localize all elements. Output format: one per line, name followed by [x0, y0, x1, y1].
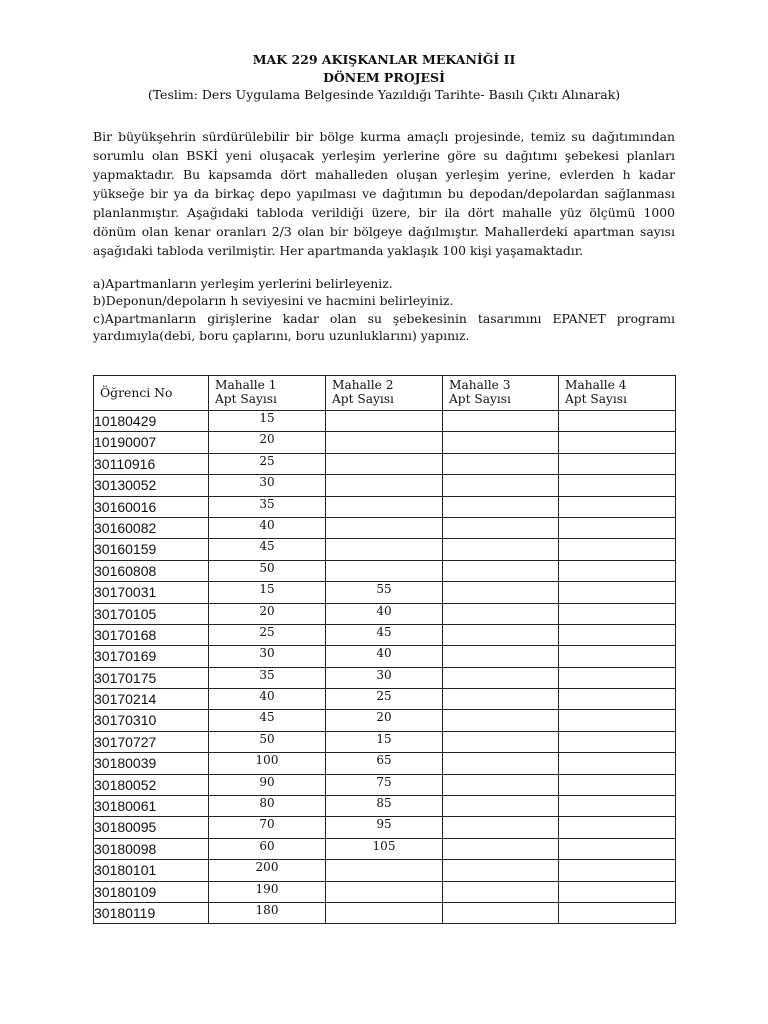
student-number-cell: 30160159: [94, 539, 209, 560]
mahalle-3-cell: [443, 838, 559, 859]
table-row: [94, 603, 676, 624]
table-row: [94, 731, 676, 752]
table-row: [94, 667, 676, 688]
mahalle-1-cell: 90: [209, 774, 326, 795]
mahalle-2-cell: 105: [326, 838, 443, 859]
mahalle-3-cell: [443, 517, 559, 538]
task-list: [93, 275, 675, 344]
mahalle-4-cell: [559, 710, 676, 731]
table-row: [94, 624, 676, 645]
mahalle-4-cell: [559, 603, 676, 624]
table-row: [94, 689, 676, 710]
student-number-cell: 30180039: [94, 753, 209, 774]
mahalle-2-cell: [326, 860, 443, 881]
mahalle-2-cell: 20: [326, 710, 443, 731]
table-row: [94, 860, 676, 881]
mahalle-3-cell: [443, 796, 559, 817]
mahalle-1-cell: 80: [209, 796, 326, 817]
mahalle-4-cell: [559, 475, 676, 496]
mahalle-4-cell: [559, 582, 676, 603]
mahalle-4-cell: [559, 667, 676, 688]
mahalle-4-cell: [559, 539, 676, 560]
student-number-cell: 30170175: [94, 667, 209, 688]
mahalle-1-cell: 30: [209, 475, 326, 496]
header-mahalle-1: Mahalle 1 Apt Sayısı: [209, 376, 326, 411]
student-number-cell: 30180095: [94, 817, 209, 838]
table-row: [94, 453, 676, 474]
mahalle-4-cell: [559, 646, 676, 667]
mahalle-2-cell: 85: [326, 796, 443, 817]
mahalle-1-cell: 190: [209, 881, 326, 902]
mahalle-4-cell: [559, 796, 676, 817]
student-number-cell: 30110916: [94, 453, 209, 474]
student-number-cell: 30130052: [94, 475, 209, 496]
mahalle-3-cell: [443, 902, 559, 923]
mahalle-3-cell: [443, 603, 559, 624]
mahalle-4-cell: [559, 624, 676, 645]
mahalle-1-cell: 70: [209, 817, 326, 838]
student-number-cell: 30170105: [94, 603, 209, 624]
mahalle-2-cell: 40: [326, 646, 443, 667]
mahalle-1-cell: 40: [209, 517, 326, 538]
mahalle-3-cell: [443, 453, 559, 474]
mahalle-2-cell: [326, 517, 443, 538]
mahalle-4-cell: [559, 560, 676, 581]
student-number-cell: 30160016: [94, 496, 209, 517]
mahalle-1-cell: 20: [209, 603, 326, 624]
student-number-cell: 30170031: [94, 582, 209, 603]
table-body: [94, 411, 676, 924]
mahalle-1-cell: 35: [209, 667, 326, 688]
table-row: [94, 881, 676, 902]
mahalle-2-cell: 45: [326, 624, 443, 645]
mahalle-3-cell: [443, 860, 559, 881]
mahalle-3-cell: [443, 774, 559, 795]
mahalle-4-cell: [559, 517, 676, 538]
mahalle-4-cell: [559, 432, 676, 453]
mahalle-4-cell: [559, 774, 676, 795]
mahalle-4-cell: [559, 689, 676, 710]
student-number-cell: 30180052: [94, 774, 209, 795]
mahalle-3-cell: [443, 411, 559, 432]
mahalle-1-cell: 15: [209, 411, 326, 432]
mahalle-1-cell: 45: [209, 710, 326, 731]
mahalle-2-cell: 25: [326, 689, 443, 710]
mahalle-2-cell: [326, 902, 443, 923]
mahalle-1-cell: 35: [209, 496, 326, 517]
mahalle-4-cell: [559, 496, 676, 517]
mahalle-2-cell: 15: [326, 731, 443, 752]
mahalle-1-cell: 50: [209, 731, 326, 752]
mahalle-2-cell: 40: [326, 603, 443, 624]
mahalle-2-cell: [326, 475, 443, 496]
table-row: [94, 753, 676, 774]
task-item: b)Deponun/depoların h seviyesini ve hacmini belirleyiniz.: [93, 293, 454, 309]
mahalle-2-cell: 30: [326, 667, 443, 688]
student-number-cell: 10190007: [94, 432, 209, 453]
submission-note: (Teslim: Ders Uygulama Belgesinde Yazıldığı Tarihte- Basılı Çıktı Alınarak): [147, 87, 621, 102]
mahalle-2-cell: 75: [326, 774, 443, 795]
mahalle-3-cell: [443, 560, 559, 581]
mahalle-1-cell: 50: [209, 560, 326, 581]
mahalle-4-cell: [559, 902, 676, 923]
mahalle-3-cell: [443, 582, 559, 603]
mahalle-1-cell: 25: [209, 453, 326, 474]
table-header-row: [94, 376, 676, 411]
project-description: Bir büyükşehrin sürdürülebilir bir bölge kurma amaçlı projesinde, temiz su dağıtımından sorumlu olan BSKİ yeni oluşacak yerleşim yerlerine göre su dağıtımı şebekesi planları yapmaktadır. Bu kapsamda dört mahalleden oluşan yerleşim yerine, evlerden h kadar yükseğe bir ya da birkaç depo yapılması ve dağıtımın bu depodan/depolardan sağlanması planlanmıştır. Aşağıdaki tabloda verildiği üzere, bir ila dört mahalle yüz ölçümü 1000 dönüm olan kenar oranları 2/3 olan bir bölgeye dağılmıştır. Mahallerdeki apartman sayısı aşağıdaki tabloda verilmiştir. Her apartmanda yaklaşık 100 kişi yaşamaktadır.: [93, 129, 675, 258]
table-row: [94, 838, 676, 859]
student-number-cell: 30170727: [94, 731, 209, 752]
mahalle-1-cell: 15: [209, 582, 326, 603]
mahalle-3-cell: [443, 624, 559, 645]
mahalle-1-cell: 25: [209, 624, 326, 645]
task-item: c)Apartmanların girişlerine kadar olan su şebekesinin tasarımını EPANET programı yardımıyla(debi, boru çaplarını, boru uzunluklarını) yapınız.: [93, 310, 675, 343]
table-row: [94, 817, 676, 838]
header-mahalle-3: Mahalle 3 Apt Sayısı: [443, 376, 559, 411]
mahalle-1-cell: 200: [209, 860, 326, 881]
document-subtitle-heading: DÖNEM PROJESİ: [323, 70, 445, 85]
table-row: [94, 646, 676, 667]
table-row: [94, 411, 676, 432]
mahalle-2-cell: 55: [326, 582, 443, 603]
mahalle-2-cell: [326, 432, 443, 453]
table-row: [94, 902, 676, 923]
student-number-cell: 30180101: [94, 860, 209, 881]
mahalle-3-cell: [443, 496, 559, 517]
mahalle-3-cell: [443, 475, 559, 496]
mahalle-3-cell: [443, 432, 559, 453]
mahalle-2-cell: 95: [326, 817, 443, 838]
task-item: a)Apartmanların yerleşim yerlerini belirleyeniz.: [93, 276, 393, 291]
table-row: [94, 432, 676, 453]
student-number-cell: 30180061: [94, 796, 209, 817]
mahalle-2-cell: [326, 411, 443, 432]
mahalle-3-cell: [443, 539, 559, 560]
mahalle-1-cell: 30: [209, 646, 326, 667]
mahalle-4-cell: [559, 731, 676, 752]
mahalle-3-cell: [443, 646, 559, 667]
mahalle-3-cell: [443, 753, 559, 774]
mahalle-3-cell: [443, 881, 559, 902]
table-row: [94, 774, 676, 795]
mahalle-3-cell: [443, 817, 559, 838]
mahalle-3-cell: [443, 710, 559, 731]
mahalle-1-cell: 100: [209, 753, 326, 774]
student-number-cell: 30170310: [94, 710, 209, 731]
student-number-cell: 30180098: [94, 838, 209, 859]
table-row: [94, 710, 676, 731]
table-row: [94, 539, 676, 560]
student-number-cell: 30170168: [94, 624, 209, 645]
mahalle-2-cell: [326, 560, 443, 581]
header-mahalle-4: Mahalle 4 Apt Sayısı: [559, 376, 676, 411]
mahalle-4-cell: [559, 411, 676, 432]
header-student-no: Öğrenci No: [94, 376, 209, 411]
mahalle-1-cell: 180: [209, 902, 326, 923]
mahalle-2-cell: [326, 539, 443, 560]
mahalle-2-cell: [326, 453, 443, 474]
mahalle-3-cell: [443, 731, 559, 752]
table-row: [94, 517, 676, 538]
mahalle-1-cell: 20: [209, 432, 326, 453]
document-title: MAK 229 AKIŞKANLAR MEKANİĞİ II: [252, 52, 516, 67]
mahalle-3-cell: [443, 667, 559, 688]
mahalle-1-cell: 45: [209, 539, 326, 560]
table-row: [94, 582, 676, 603]
student-number-cell: 30170169: [94, 646, 209, 667]
apartment-table: [93, 375, 676, 924]
student-number-cell: 30180109: [94, 881, 209, 902]
mahalle-1-cell: 40: [209, 689, 326, 710]
mahalle-3-cell: [443, 689, 559, 710]
mahalle-2-cell: [326, 496, 443, 517]
student-number-cell: 30170214: [94, 689, 209, 710]
student-number-cell: 30160082: [94, 517, 209, 538]
mahalle-4-cell: [559, 453, 676, 474]
student-number-cell: 30160808: [94, 560, 209, 581]
table-row: [94, 475, 676, 496]
mahalle-4-cell: [559, 860, 676, 881]
mahalle-1-cell: 60: [209, 838, 326, 859]
table-row: [94, 560, 676, 581]
table-row: [94, 796, 676, 817]
mahalle-4-cell: [559, 817, 676, 838]
table-row: [94, 496, 676, 517]
student-number-cell: 30180119: [94, 902, 209, 923]
mahalle-4-cell: [559, 881, 676, 902]
mahalle-2-cell: [326, 881, 443, 902]
mahalle-4-cell: [559, 753, 676, 774]
header-mahalle-2: Mahalle 2 Apt Sayısı: [326, 376, 443, 411]
student-number-cell: 10180429: [94, 411, 209, 432]
mahalle-4-cell: [559, 838, 676, 859]
mahalle-2-cell: 65: [326, 753, 443, 774]
